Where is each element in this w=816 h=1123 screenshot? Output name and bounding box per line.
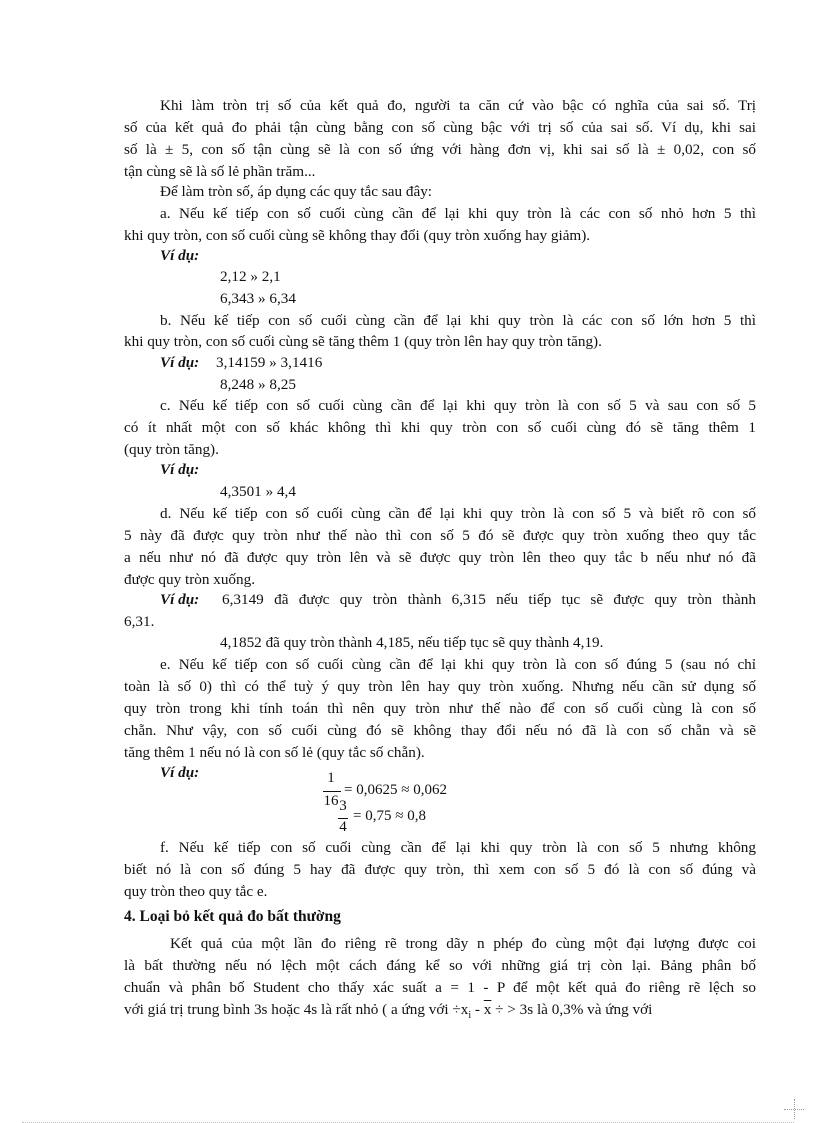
rules-intro: Để làm tròn số, áp dụng các quy tắc sau đây: [160, 183, 433, 200]
example-a-1: 2,12 » 2,1 [220, 268, 281, 285]
example-c-1: 4,3501 » 4,4 [220, 483, 296, 500]
outlier-line-3: chuẩn và phân bố Student cho thấy xác suất a = 1 - P để một kết quả đo riêng rẽ lệch so [124, 979, 756, 996]
rule-e-line-4: chẵn. Như vậy, con số cuối cùng đó sẽ không thay đổi nếu nó đã là con số chẵn và sẽ [124, 722, 756, 739]
rule-d-line-1: d. Nếu kế tiếp con số cuối cùng cần để lại khi quy tròn là con số 5 và biết rõ con số [160, 505, 756, 522]
rule-e-line-1: e. Nếu kế tiếp con số cuối cùng cần để lại khi quy tròn là con số đúng 5 (sau nó chỉ [160, 656, 756, 673]
formula-1-denominator: 16 [323, 793, 339, 809]
example-b-2: 8,248 » 8,25 [220, 376, 296, 393]
x-bar-symbol: $\overline{x}$ [483, 1001, 492, 1018]
example-a-2: 6,343 » 6,34 [220, 290, 296, 307]
rule-b-line-1: b. Nếu kế tiếp con số cuối cùng cần để lại khi quy tròn là các con số lớn hơn 5 thì [160, 312, 756, 329]
outlier-line-2: là bất thường nếu nó lệch một cách đáng kể so với những giá trị còn lại. Bảng phân bố [124, 957, 756, 974]
example-d-1-cont: 6,31. [124, 613, 155, 630]
rule-d-line-4: được quy tròn xuống. [124, 571, 255, 588]
formula-1-numerator: 1 [327, 770, 335, 786]
outlier-line-4-minus: - [471, 1001, 484, 1018]
example-b-1: 3,14159 » 3,1416 [216, 354, 323, 371]
formula-three-quarters [336, 798, 456, 838]
rule-f-line-3: quy tròn theo quy tắc e. [124, 883, 268, 900]
subscript-i: i [468, 1010, 472, 1022]
rule-c-line-1: c. Nếu kế tiếp con số cuối cùng cần để lại khi quy tròn là con số 5 và sau con số 5 [160, 397, 756, 414]
example-label-b: Ví dụ: [160, 354, 200, 371]
section-heading: 4. Loại bỏ kết quả đo bất thường [124, 908, 341, 925]
example-label-c: Ví dụ: [160, 461, 200, 478]
formula-2-numerator: 3 [339, 798, 347, 814]
example-d-1: 6,3149 đã được quy tròn thành 6,315 nếu tiếp tục sẽ được quy tròn thành [222, 591, 756, 608]
outlier-line-4-start: với giá trị trung bình 3s hoặc 4s là rất nhỏ ( a ứng với ÷x [124, 1001, 469, 1018]
rule-e-line-3: quy tròn trong khi tính toán thì nên quy tròn như thế nào để con số cuối cùng là con số [124, 700, 756, 717]
rule-a-line-2: khi quy tròn, con số cuối cùng sẽ không thay đổi (quy tròn xuống hay giảm). [124, 227, 591, 244]
example-label-e: Ví dụ: [160, 764, 200, 781]
formula-2-denominator: 4 [339, 819, 347, 835]
rule-b-line-2: khi quy tròn, con số cuối cùng sẽ tăng thêm 1 (quy tròn lên hay quy tròn tăng). [124, 333, 602, 350]
rule-f-line-2: biết nó là con số đúng 5 hay đã được quy tròn, thì xem con số 5 đó là con số đúng và [124, 861, 756, 878]
example-label-d: Ví dụ: [160, 591, 200, 608]
rule-e-line-2: toàn là số 0) thì có thể tuỳ ý quy tròn lên hay quy tròn xuống. Nhưng nếu cần sử dụng số [124, 678, 756, 695]
rule-e-line-5: tăng thêm 1 nếu nó là con số lẻ (quy tắc số chẵn). [124, 744, 425, 761]
page-corner-crop-mark [784, 1099, 804, 1121]
rule-d-line-3: a nếu như nó đã được quy tròn lên và sẽ được quy tròn lên theo quy tắc b nếu như nó đã [124, 549, 756, 566]
rule-c-line-2: có ít nhất một con số khác không thì khi quy tròn con số cuối cùng đó sẽ tăng thêm 1 [124, 419, 756, 436]
rule-d-line-2: 5 này đã được quy tròn như thế nào thì con số 5 đó sẽ được quy tròn xuống theo quy tắc [124, 527, 756, 544]
rule-f-line-1: f. Nếu kế tiếp con số cuối cùng cần để lại khi quy tròn là con số 5 nhưng không [160, 839, 756, 856]
rule-a-line-1: a. Nếu kế tiếp con số cuối cùng cần để lại khi quy tròn là các con số nhỏ hơn 5 thì [160, 205, 756, 222]
paragraph-rounding-line-4: tận cùng sẽ là số lẻ phần trăm... [124, 163, 316, 180]
paragraph-rounding-line-1: Khi làm tròn trị số của kết quả đo, người ta căn cứ vào bậc có nghĩa của sai số. Trị [160, 97, 756, 114]
example-d-2: 4,1852 đã quy tròn thành 4,185, nếu tiếp tục sẽ quy thành 4,19. [220, 634, 604, 651]
example-label-a: Ví dụ: [160, 247, 200, 264]
paragraph-rounding-line-2: số của kết quả đo phải tận cùng bằng con số cùng bậc với trị số của sai số. Ví dụ, khi sai [124, 119, 756, 136]
outlier-line-4-end: ÷ > 3s là 0,3% và ứng với [491, 1001, 653, 1018]
formula-1-fraction-bar [323, 791, 341, 792]
outlier-line-1: Kết quả của một lần đo riêng rẽ trong dãy n phép đo cùng một đại lượng được coi [170, 935, 756, 952]
formula-1-value: = 0,0625 ≈ 0,062 [344, 782, 447, 798]
rule-c-line-3: (quy tròn tăng). [124, 441, 219, 458]
paragraph-rounding-line-3: số là ± 5, con số tận cùng sẽ là con số ứng với hàng đơn vị, khi sai số là ± 0,02, con số [124, 141, 756, 158]
formula-2-value: = 0,75 ≈ 0,8 [353, 808, 426, 824]
outlier-line-4 [124, 999, 652, 1027]
